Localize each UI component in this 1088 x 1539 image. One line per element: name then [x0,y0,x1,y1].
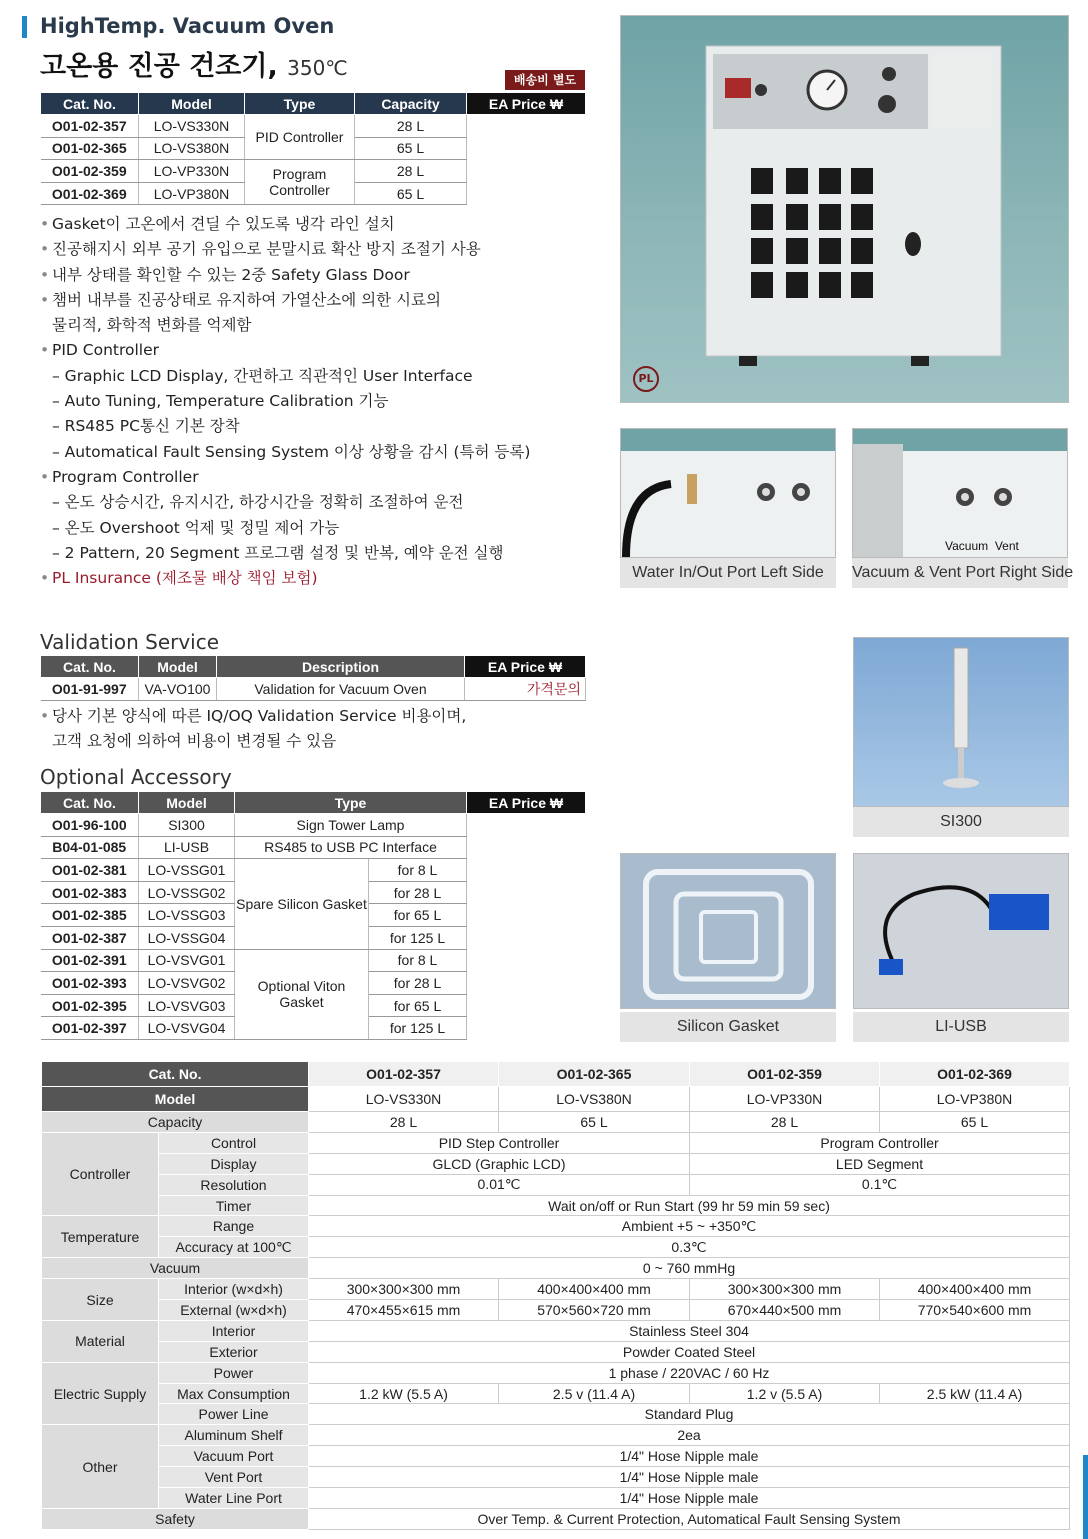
table-row: O01-02-357 LO-VS330N PID Controller 28 L [41,115,586,138]
table-row: O01-02-395 LO-VSVG03 for 65 L [41,994,586,1017]
title-korean: 고온용 진공 건조기, 350℃ [40,51,348,82]
feature-list: • Gasket이 고온에서 견딜 수 있도록 냉각 라인 설치 • 진공해지시 외부 공기 유입으로 분말시료 확산 방지 조절기 사용 • 내부 상태를 확인할 수 있는 2중 Safety Glass Door • 챔버 내부를 진공상태로 유지하여 가열산소에 의한 시료의 물리적, 화학적 변화를 억제함 • PID Controller – Graphic LCD Display, 간편하고 직관적인 User Interface – Auto Tuning, Temperature Calibration 기능 – RS485 PC통신 기본 장착 – Automatical Fault Sensing System 이상 상황을 감시 (특허 등록) • Program Controller – 온도 상승시간, 유지시간, 하강시간을 정확히 조절하여 운전 – 온도 Overshoot 억제 및 정밀 제어 가능 – 2 Pattern, 20 Segment 프로그램 설정 및 반복, 예약 운전 실행 • PL Insurance (제조물 배상 책임 보험) [40,212,530,591]
col-capacity: Capacity [355,93,467,115]
sign-tower-illustration [854,638,1069,807]
table-row: O01-02-369 LO-VP380N 65 L [41,182,586,205]
table-row: O01-96-100 SI300 Sign Tower Lamp [41,814,586,837]
col-type: Type [245,93,355,115]
si300-caption: SI300 [853,807,1069,837]
si300-photo [853,637,1069,807]
gasket-photo [620,853,836,1009]
right-port-photo [852,428,1068,558]
validation-title: Validation Service [40,630,220,654]
validation-table: Cat. No. Model Description EA Price ₩ O01-91-997 VA-VO100 Validation for Vacuum Oven 가격문의 [40,655,586,701]
table-row: O01-02-381 LO-VSSG01 Spare Silicon Gasket for 8 L [41,859,586,882]
table-row: O01-02-359 LO-VP330N Program Controller 28 L [41,160,586,183]
oven-illustration [621,16,1069,403]
table-row: O01-02-397 LO-VSVG04 for 125 L [41,1017,586,1040]
table-row: O01-02-391 LO-VSVG01 Optional Viton Gasket for 8 L [41,949,586,972]
table-row: O01-02-365 LO-VS380N 65 L [41,137,586,160]
spec-table: Cat. No. O01-02-357 O01-02-365 O01-02-359 O01-02-369 Model LO-VS330N LO-VS380N LO-VP330N LO-VP380N Capacity 28 L 65 L 28 L 65 L Controller Control PID Step Controller Program Controller Display GLCD (Graphic LCD) LED Segment Resolution 0.01℃ 0.1℃ Timer Wait on/off or Run Start (99 hr 59 min 59 sec) Temperature Range Ambient +5 ~ +350℃ Accuracy at 100℃ 0.3℃ Vacuum 0 ~ 760 mmHg Size Interior (w×d×h) 300×300×300 mm 400×400×400 mm 300×300×300 mm 400×400×400 mm External (w×d×h) 470×455×615 mm 570×560×720 mm 670×440×500 mm 770×540×600 mm Material Interior Stainless Steel 304 Exterior Powder Coated Steel Electric Supply Power 1 phase / 220VAC / 60 Hz Max Consumption 1.2 kW (5.5 A) 2.5 v (11.4 A) 1.2 v (5.5 A) 2.5 kW (11.4 A) Power Line Standard Plug Other Aluminum Shelf 2ea Vacuum Port 1/4" Hose Nipple male Vent Port 1/4" Hose Nipple male Water Line Port 1/4" Hose Nipple male Safety Over Temp. & Current Protection, Automatical Fault Sensing System [41,1061,1070,1530]
table-row: O01-02-387 LO-VSSG04 for 125 L [41,926,586,949]
left-port-photo [620,428,836,558]
title-accent-bar [22,16,27,38]
table-row: O01-02-383 LO-VSSG02 for 28 L [41,881,586,904]
shipping-badge: 배송비 별도 [505,70,585,90]
validation-note: • 당사 기본 양식에 따른 IQ/OQ Validation Service 비용이며, 고객 요청에 의하여 비용이 변경될 수 있음 [40,704,466,755]
vacuum-label: Vacuum Vent [945,539,1019,553]
accessory-table: Cat. No. Model Type EA Price ₩ O01-96-100 SI300 Sign Tower Lamp B04-01-085 LI-USB RS485 to USB PC Interface O01-02-381 LO-VSSG01 Spare Silicon Gasket for 8 L O01-02-383 LO-VSSG02 for 28 L O01-02-385 LO-VSSG03 for 65 L O01-02-387 LO-VSSG04 for 125 L O01-02-391 LO-VSVG01 Optional Viton Gasket for 8 L O01-02-393 LO-VSVG02 for 28 L O01-02-395 LO-VSVG03 for 65 L O01-02-397 LO-VSVG04 for 125 L [40,791,586,1040]
page-edge-marker [1083,1455,1088,1539]
product-table [40,92,586,205]
table-row: B04-01-085 LI-USB RS485 to USB PC Interface [41,836,586,859]
accessory-title: Optional Accessory [40,765,232,789]
table-row: O01-91-997 VA-VO100 Validation for Vacuum Oven 가격문의 [41,678,586,701]
col-model: Model [139,93,245,115]
liusb-caption: LI-USB [853,1012,1069,1042]
pl-badge: PL [633,366,659,392]
right-port-caption: Vacuum & Vent Port Right Side [852,558,1068,588]
left-port-illustration [621,429,836,558]
usb-cable-illustration [854,854,1069,1009]
gasket-illustration [621,854,836,1009]
oven-photo [620,15,1069,403]
title-english: HighTemp. Vacuum Oven [40,14,335,38]
left-port-caption: Water In/Out Port Left Side [620,558,836,588]
col-cat: Cat. No. [41,93,139,115]
col-price: EA Price ₩ [467,93,586,115]
liusb-photo [853,853,1069,1009]
gasket-caption: Silicon Gasket [620,1012,836,1042]
table-row: O01-02-385 LO-VSSG03 for 65 L [41,904,586,927]
table-row: O01-02-393 LO-VSVG02 for 28 L [41,972,586,995]
